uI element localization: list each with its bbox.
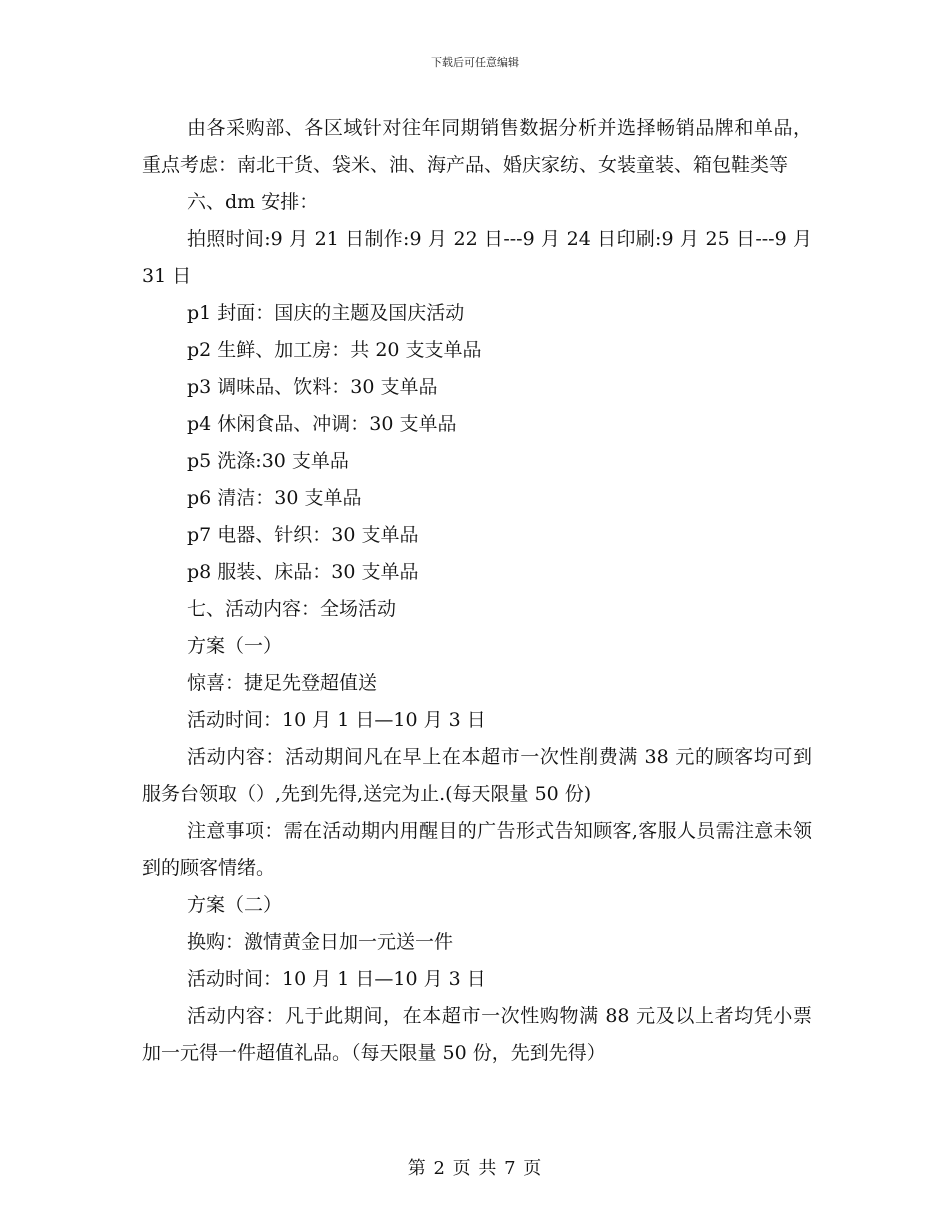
plan-two-time: 活动时间：10 月 1 日—10 月 3 日 (187, 968, 486, 990)
paragraph-schedule: 拍照时间:9 月 21 日制作:9 月 22 日---9 月 24 日印刷:9 月 25 日---9 月 31 日 (142, 228, 812, 287)
plan-one-notes: 注意事项：需在活动期内用醒目的广告形式告知顾客,客服人员需注意未领到的顾客情绪。 (142, 820, 812, 879)
document-body (142, 110, 812, 1072)
list-item-p2: p2 生鲜、加工房：共 20 支支单品 (187, 339, 482, 361)
list-item-p8: p8 服装、床品：30 支单品 (187, 561, 419, 583)
section-heading-activities: 七、活动内容：全场活动 (187, 598, 397, 620)
plan-one-time: 活动时间：10 月 1 日—10 月 3 日 (187, 709, 486, 731)
list-item-p5: p5 洗涤:30 支单品 (187, 450, 349, 472)
list-item-p1: p1 封面：国庆的主题及国庆活动 (187, 302, 465, 324)
page-header: 下载后可任意编辑 (431, 56, 519, 69)
plan-one-name: 惊喜：捷足先登超值送 (187, 672, 378, 694)
paragraph-brands: 由各采购部、各区域针对往年同期销售数据分析并选择畅销品牌和单品，重点考虑：南北干货、袋米、油、海产品、婚庆家纺、女装童装、箱包鞋类等 (142, 117, 812, 176)
list-item-p3: p3 调味品、饮料：30 支单品 (187, 376, 438, 398)
list-item-p6: p6 清洁：30 支单品 (187, 487, 362, 509)
plan-two-name: 换购：激情黄金日加一元送一件 (187, 931, 454, 953)
plan-two-title: 方案（二） (187, 894, 283, 916)
section-heading-dm: 六、dm 安排： (187, 191, 319, 213)
page-footer: 第 2 页 共 7 页 (407, 1158, 543, 1179)
plan-one-title: 方案（一） (187, 635, 283, 657)
list-item-p7: p7 电器、针织：30 支单品 (187, 524, 419, 546)
plan-two-content: 活动内容：凡于此期间，在本超市一次性购物满 88 元及以上者均凭小票加一元得一件超值礼品。（每天限量 50 份，先到先得） (142, 1005, 812, 1064)
plan-one-content: 活动内容：活动期间凡在早上在本超市一次性削费满 38 元的顾客均可到服务台领取（）,先到先得,送完为止.(每天限量 50 份) (142, 746, 812, 805)
list-item-p4: p4 休闲食品、冲调：30 支单品 (187, 413, 457, 435)
